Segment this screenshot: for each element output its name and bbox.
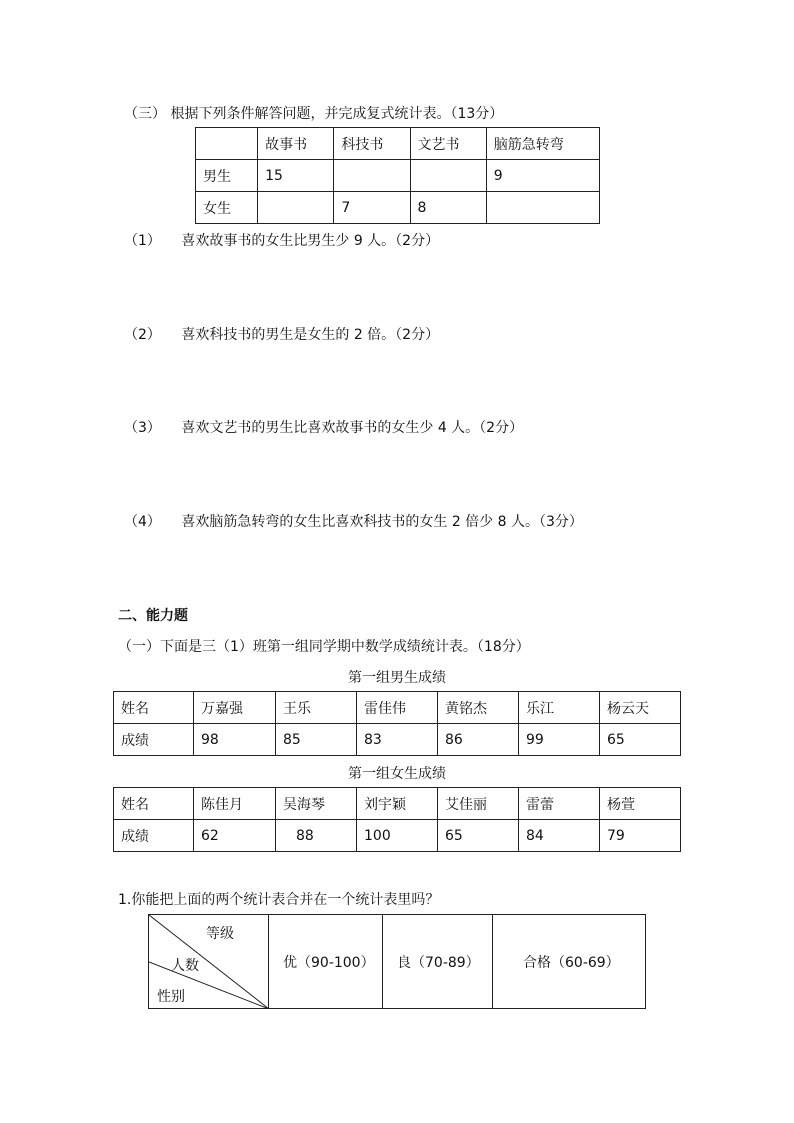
- table-cell: 15: [258, 160, 334, 192]
- section2-heading: 二、能力题: [118, 608, 188, 624]
- question-number: （2）: [124, 327, 161, 343]
- question-text: 喜欢文艺书的男生比喜欢故事书的女生少 4 人。（2分）: [181, 420, 524, 436]
- row-label: 姓名: [114, 788, 194, 820]
- merge-table: [148, 914, 646, 1009]
- table-cell: [410, 160, 486, 192]
- table-header-cell: 优（90-100）: [269, 915, 383, 1009]
- table-header-cell: 脑筋急转弯: [486, 128, 599, 160]
- question-number: （3）: [124, 420, 161, 436]
- table-header-row: [196, 128, 600, 160]
- corner-label-count: 人数: [171, 958, 199, 974]
- student-name: 杨云天: [600, 692, 681, 724]
- student-name: 杨萱: [600, 788, 681, 820]
- question-number: （4）: [124, 514, 161, 530]
- girls-score-table: [113, 787, 681, 852]
- book-preference-table: [195, 127, 600, 224]
- student-score: 86: [438, 724, 519, 756]
- student-score: 100: [357, 820, 438, 852]
- table-cell: 9: [486, 160, 599, 192]
- table-cell: [258, 192, 334, 224]
- question-2: [124, 324, 439, 344]
- girls-table-caption: 第一组女生成绩: [348, 766, 446, 782]
- student-name: 吴海琴: [276, 788, 357, 820]
- table-header-cell: 良（70-89）: [383, 915, 493, 1009]
- student-score: 84: [519, 820, 600, 852]
- row-label: 女生: [196, 192, 258, 224]
- table-row: [196, 160, 600, 192]
- table-header-cell: 科技书: [334, 128, 410, 160]
- question-text: 喜欢科技书的男生是女生的 2 倍。（2分）: [181, 327, 440, 343]
- student-score: 65: [600, 724, 681, 756]
- table-header-cell: 故事书: [258, 128, 334, 160]
- row-label: 成绩: [114, 724, 194, 756]
- table-cell: 8: [410, 192, 486, 224]
- question-number: （1）: [124, 233, 161, 249]
- student-score: 79: [600, 820, 681, 852]
- corner-label-gender: 性别: [157, 989, 185, 1005]
- table-row: [149, 915, 646, 1009]
- corner-label-grade: 等级: [206, 926, 234, 942]
- student-score: 85: [276, 724, 357, 756]
- merge-question: 1.你能把上面的两个统计表合并在一个统计表里吗？: [118, 892, 440, 908]
- question-text: 喜欢故事书的女生比男生少 9 人。（2分）: [181, 233, 440, 249]
- student-name: 乐江: [519, 692, 600, 724]
- table-row: [114, 724, 681, 756]
- student-score: 88: [276, 820, 357, 852]
- student-name: 艾佳丽: [438, 788, 519, 820]
- table-row: [114, 820, 681, 852]
- row-label: 姓名: [114, 692, 194, 724]
- table-cell: [334, 160, 410, 192]
- table-row: [196, 192, 600, 224]
- question-1: [124, 230, 439, 250]
- question-3: [124, 417, 523, 437]
- student-score: 83: [357, 724, 438, 756]
- student-name: 雷佳伟: [357, 692, 438, 724]
- section2-subtitle: （一）下面是三（1）班第一组同学期中数学成绩统计表。（18分）: [118, 639, 530, 655]
- student-score: 62: [194, 820, 276, 852]
- table-row: [114, 788, 681, 820]
- student-name: 王乐: [276, 692, 357, 724]
- student-name: 刘宇颖: [357, 788, 438, 820]
- table-cell: [486, 192, 599, 224]
- row-label: 男生: [196, 160, 258, 192]
- boys-table-caption: 第一组男生成绩: [348, 670, 446, 686]
- table-cell: 7: [334, 192, 410, 224]
- boys-score-table: [113, 691, 681, 756]
- student-score: 99: [519, 724, 600, 756]
- student-name: 雷蕾: [519, 788, 600, 820]
- student-name: 黄铭杰: [438, 692, 519, 724]
- table-cell: [196, 128, 258, 160]
- row-label: 成绩: [114, 820, 194, 852]
- student-name: 陈佳月: [194, 788, 276, 820]
- table-header-cell: 文艺书: [410, 128, 486, 160]
- student-score: 65: [438, 820, 519, 852]
- table-header-cell: 合格（60-69）: [493, 915, 646, 1009]
- student-name: 万嘉强: [194, 692, 276, 724]
- question-text: 喜欢脑筋急转弯的女生比喜欢科技书的女生 2 倍少 8 人。（3分）: [181, 514, 583, 530]
- section3-title: （三） 根据下列条件解答问题，并完成复式统计表。（13分）: [124, 106, 504, 122]
- diagonal-header-cell: [149, 915, 269, 1009]
- student-score: 98: [194, 724, 276, 756]
- question-4: [124, 511, 583, 531]
- table-row: [114, 692, 681, 724]
